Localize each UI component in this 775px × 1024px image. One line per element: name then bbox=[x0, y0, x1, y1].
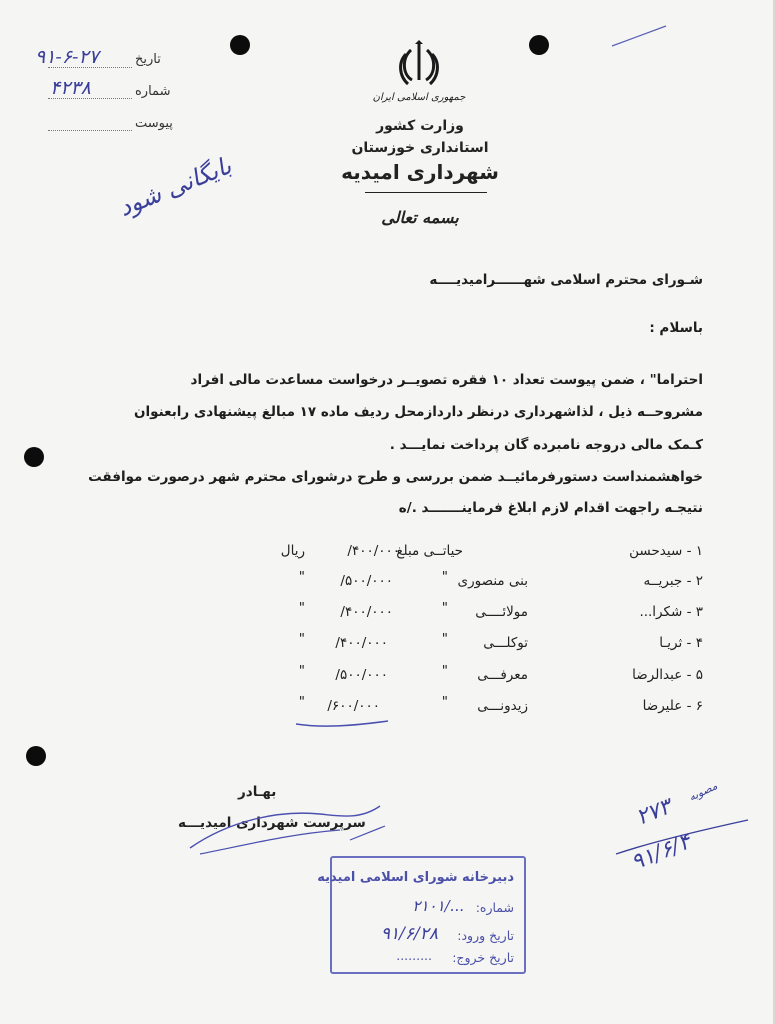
number-value: ۴۲۳۸ bbox=[50, 77, 91, 99]
list-amount: ۴۰۰/۰۰۰/ bbox=[347, 543, 400, 559]
list-name: ۴ - ثریـا bbox=[659, 635, 703, 651]
approval-date: ۹۱/۶/۴ bbox=[627, 829, 695, 876]
handwritten-archive-note: بایگانی شود bbox=[114, 151, 236, 222]
body-line: نتیجـه راجهت اقدام لازم ابلاغ فرماینـــــــد ./ه bbox=[398, 500, 703, 516]
body-line: مشروحــه ذیل ، لذاشهرداری درنظر داردازمحل ردیف ماده ۱۷ مبالغ پیشنهادی رابعنوان bbox=[133, 404, 703, 420]
amount-underline-mark bbox=[292, 716, 392, 730]
list-amount: ۴۰۰/۰۰۰/ bbox=[340, 604, 393, 620]
stamp-entry-label: تاریخ ورود: bbox=[457, 928, 514, 943]
registry-stamp bbox=[317, 856, 526, 974]
list-unit: " bbox=[298, 694, 305, 710]
list-surname: بنی منصوری bbox=[457, 573, 528, 589]
punch-hole bbox=[529, 35, 549, 55]
list-name: ۶ - علیرضا bbox=[642, 698, 703, 714]
addressee: شـورای محترم اسلامی شهــــــرامیدیــــه bbox=[429, 272, 703, 288]
punch-hole bbox=[26, 746, 46, 766]
body-line: کـمک مالی دروجه نامبرده گان پرداخت نمایـــد . bbox=[389, 437, 703, 453]
list-unit: " bbox=[298, 631, 305, 647]
list-amount: ۴۰۰/۰۰۰/ bbox=[335, 635, 388, 651]
list-surname: مولائــــی bbox=[475, 604, 528, 620]
approval-number: ۲۷۳ bbox=[632, 794, 675, 831]
governorate-title: استانداری خوزستان bbox=[351, 140, 489, 156]
list-name: ۱ - سیدحسن bbox=[629, 543, 703, 559]
stamp-number-label: شماره: bbox=[475, 900, 514, 915]
list-name: ۵ - عبدالرضا bbox=[632, 667, 703, 683]
list-ditto: " bbox=[441, 600, 448, 616]
list-unit: " bbox=[298, 569, 305, 585]
body-line: احتراما" ، ضمن پیوست تعداد ۱۰ فقره تصویــر درخواست مساعدت مالی افراد bbox=[190, 372, 703, 388]
list-unit: ریال bbox=[280, 543, 305, 559]
signatory-title: سرپرست شهرداری امیدیـــه bbox=[178, 815, 366, 831]
greeting: باسلام : bbox=[649, 320, 703, 336]
invocation: بسمه تعالی bbox=[381, 208, 459, 227]
stamp-exit-value: ......... bbox=[396, 948, 432, 963]
date-label: تاریخ bbox=[135, 52, 161, 67]
municipality-title: شهرداری امیدیه bbox=[341, 160, 499, 184]
signatory-name: بهـادر bbox=[238, 784, 277, 800]
signature-scribble bbox=[170, 800, 390, 860]
list-surname: توکلـــی bbox=[483, 635, 528, 651]
corner-stroke bbox=[610, 22, 670, 52]
list-amount: ۶۰۰/۰۰۰/ bbox=[327, 698, 380, 714]
list-amount: ۵۰۰/۰۰۰/ bbox=[335, 667, 388, 683]
list-ditto: " bbox=[441, 663, 448, 679]
stamp-exit-label: تاریخ خروج: bbox=[452, 950, 514, 965]
approval-stroke bbox=[612, 818, 752, 858]
list-unit: " bbox=[298, 663, 305, 679]
stamp-number-value: ۲۱۰۱/... bbox=[412, 897, 464, 915]
list-amount: ۵۰۰/۰۰۰/ bbox=[340, 573, 393, 589]
body-line: خواهشمنداست دستورفرمائیــد ضمن بررسی و طرح درشورای محترم شهر درصورت موافقت bbox=[88, 469, 703, 485]
attachment-label: پیوست bbox=[135, 116, 173, 131]
list-ditto: " bbox=[441, 694, 448, 710]
emblem-icon bbox=[396, 40, 442, 92]
list-surname: حیاتــی مبلغ bbox=[396, 543, 463, 559]
list-ditto: " bbox=[441, 631, 448, 647]
stamp-entry-value: ۹۱/۶/۲۸ bbox=[380, 924, 438, 944]
list-surname: زیدونـــی bbox=[477, 698, 528, 714]
list-ditto: " bbox=[441, 569, 448, 585]
attachment-line bbox=[48, 130, 132, 131]
emblem-caption: جمهوری اسلامی ایران bbox=[372, 92, 466, 103]
punch-hole bbox=[24, 447, 44, 467]
list-surname: معرفـــی bbox=[477, 667, 528, 683]
ministry-title: وزارت کشور bbox=[376, 118, 464, 134]
municipality-underline bbox=[365, 192, 487, 193]
list-unit: " bbox=[298, 600, 305, 616]
approval-label: مصوبه bbox=[686, 779, 720, 804]
list-name: ۲ - جبریــه bbox=[643, 573, 703, 589]
list-name: ۳ - شکرا... bbox=[639, 604, 703, 620]
date-value: ۹۱-۶-۲۷ bbox=[35, 46, 99, 68]
stamp-title: دبیرخانه شورای اسلامی امیدیه bbox=[317, 870, 514, 885]
number-label: شماره bbox=[135, 84, 171, 99]
punch-hole bbox=[230, 35, 250, 55]
